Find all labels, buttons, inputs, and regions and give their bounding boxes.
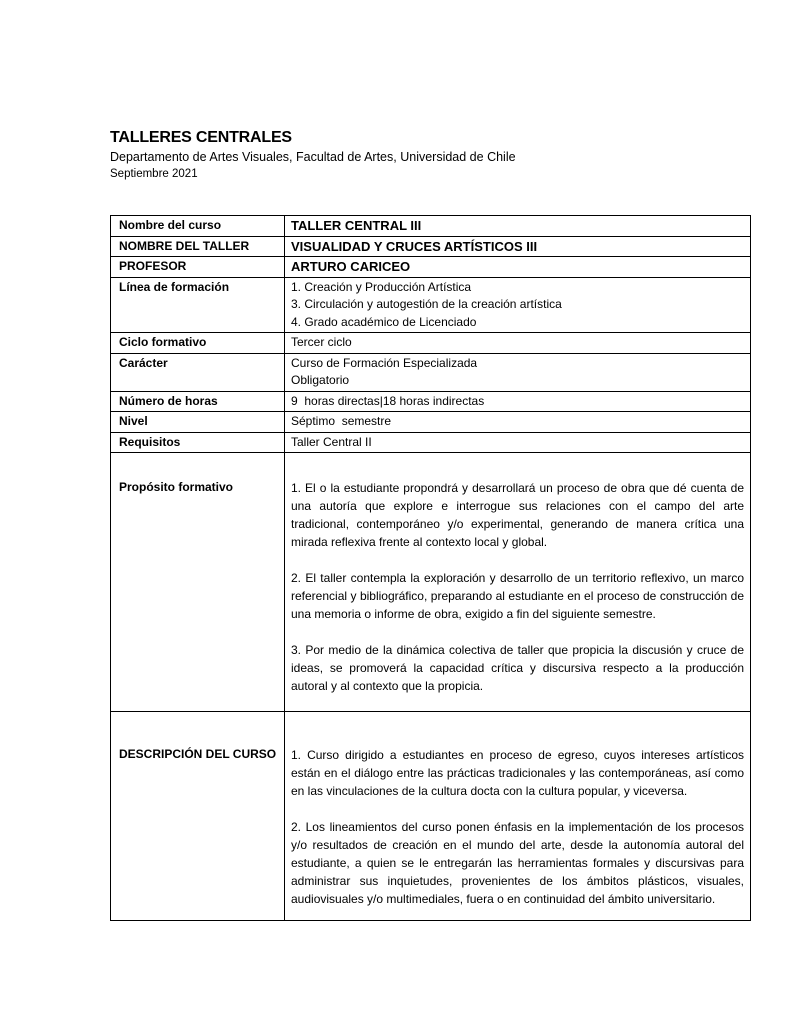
- requirements-label: Requisitos: [111, 432, 285, 453]
- row-training-line: [111, 277, 751, 333]
- description-paragraph: 1. Curso dirigido a estudiantes en proceso de egreso, cuyos intereses artísticos están en el diálogo entre las prácticas tradicionales y las contemporáneas, así como en las vinculaciones de la cultura docta con la cultura popular, y viceversa.: [291, 748, 744, 798]
- training-line-value: [285, 277, 751, 333]
- professor-value: ARTURO CARICEO: [285, 257, 751, 278]
- description-paragraph: 2. Los lineamientos del curso ponen énfasis en la implementación de los procesos y/o resultados de creación en el mundo del arte, desde la autonomía autoral del estudiante, a quien se le entregarán las herramientas formales y discursivas para administrar sus inquietudes, provenientes de los ámbitos plásticos, visuales, audiovisuales y/o multimediales, fuera o en continuidad del ámbito universitario.: [291, 820, 744, 906]
- document-date: Septiembre 2021: [110, 168, 198, 180]
- purpose-paragraph: 3. Por medio de la dinámica colectiva de taller que propicia la discusión y cruce de ideas, se promoverá la capacidad crítica y discursiva respecto a la producción autoral y al contexto que la propicia.: [291, 643, 744, 693]
- workshop-name-value: VISUALIDAD Y CRUCES ARTÍSTICOS III: [285, 236, 751, 257]
- purpose-value: [285, 453, 751, 712]
- purpose-paragraph: 1. El o la estudiante propondrá y desarrollará un proceso de obra que dé cuenta de una autoría que explore e interrogue sus relaciones con el campo del arte tradicional, contemporáneo y/o experimental, generando de manera crítica una mirada reflexiva frente al contexto local y global.: [291, 481, 744, 549]
- row-level: [111, 412, 751, 433]
- row-hours: [111, 391, 751, 412]
- row-workshop-name: [111, 236, 751, 257]
- row-requirements: [111, 432, 751, 453]
- document-title: TALLERES CENTRALES: [110, 129, 292, 146]
- training-line-label: Línea de formación: [111, 277, 285, 333]
- row-character: [111, 353, 751, 391]
- hours-value: 9 horas directas|18 horas indirectas: [285, 391, 751, 412]
- requirements-value: Taller Central II: [285, 432, 751, 453]
- character-label: Carácter: [111, 353, 285, 391]
- row-professor: [111, 257, 751, 278]
- document-subtitle: Departamento de Artes Visuales, Facultad de Artes, Universidad de Chile: [110, 150, 516, 164]
- hours-label: Número de horas: [111, 391, 285, 412]
- purpose-label: Propósito formativo: [111, 453, 285, 712]
- character-value: [285, 353, 751, 391]
- cycle-value: Tercer ciclo: [285, 333, 751, 354]
- row-course-name: [111, 216, 751, 237]
- character-item: Curso de Formación Especializada: [291, 355, 478, 370]
- level-value: Séptimo semestre: [285, 412, 751, 433]
- training-line-item: 3. Circulación y autogestión de la creación artística: [291, 297, 562, 311]
- level-label: Nivel: [111, 412, 285, 433]
- row-cycle: [111, 333, 751, 354]
- course-info-table: [110, 215, 751, 921]
- character-item: Obligatorio: [291, 373, 350, 387]
- cycle-label: Ciclo formativo: [111, 333, 285, 354]
- workshop-name-label: NOMBRE DEL TALLER: [111, 236, 285, 257]
- document-header: [110, 128, 750, 182]
- row-description: [111, 712, 751, 921]
- course-name-label: Nombre del curso: [111, 216, 285, 237]
- row-purpose: [111, 453, 751, 712]
- training-line-item: 4. Grado académico de Licenciado: [291, 314, 477, 329]
- course-name-value: TALLER CENTRAL III: [285, 216, 751, 237]
- professor-label: PROFESOR: [111, 257, 285, 278]
- purpose-paragraph: 2. El taller contempla la exploración y desarrollo de un territorio reflexivo, un marco referencial y bibliográfico, preparando al estudiante en el proceso de construcción de una memoria o informe de obra, exigido a fin del siguiente semestre.: [291, 571, 744, 621]
- description-label: DESCRIPCIÓN DEL CURSO: [111, 712, 285, 921]
- description-value: [285, 712, 751, 921]
- training-line-item: 1. Creación y Producción Artística: [291, 279, 472, 294]
